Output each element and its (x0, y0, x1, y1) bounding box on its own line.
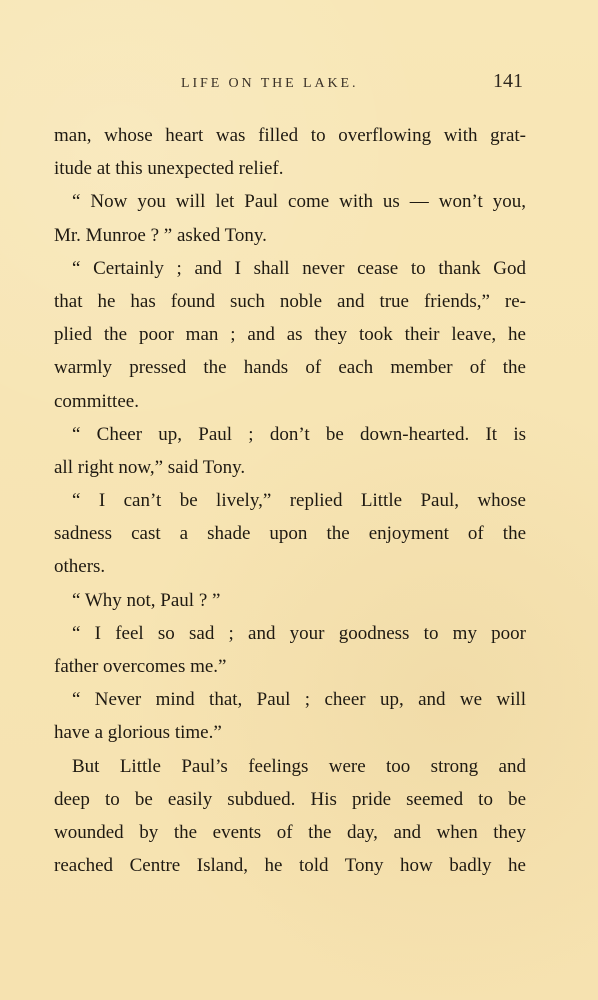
text-line-9: committee. (54, 390, 139, 412)
page-header (0, 72, 598, 100)
body-text (54, 119, 526, 882)
text-line-1: man, whose heart was filled to overflowing with grat- (54, 125, 526, 146)
text-line-22: wounded by the events of the day, and when they (54, 821, 526, 843)
page-number: 141 (493, 70, 523, 92)
text-line-17: father overcomes me.” (54, 656, 227, 677)
text-line-19: have a glorious time.” (54, 722, 222, 744)
text-line-13: sadness cast a shade upon the enjoyment of the (54, 523, 526, 545)
text-line-8: warmly pressed the hands of each member of the (54, 357, 526, 379)
text-line-7: plied the poor man ; and as they took their leave, he (54, 324, 526, 346)
text-line-4: Mr. Munroe ? ” asked Tony. (54, 224, 267, 246)
text-line-15: “ Why not, Paul ? ” (72, 589, 221, 611)
text-line-12: “ I can’t be lively,” replied Little Paul, whose (72, 490, 526, 512)
text-line-3: “ Now you will let Paul come with us — won’t you, (72, 191, 526, 213)
text-line-11: all right now,” said Tony. (54, 456, 246, 478)
text-line-20: But Little Paul’s feelings were too strong and (72, 755, 526, 777)
text-line-2: itude at this unexpected relief. (54, 158, 284, 180)
text-line-5: “ Certainly ; and I shall never cease to thank God (72, 257, 526, 279)
text-line-6: that he has found such noble and true friends,” re- (54, 290, 526, 312)
text-line-23: reached Centre Island, he told Tony how badly he (54, 855, 526, 877)
text-line-21: deep to be easily subdued. His pride seemed to be (54, 788, 526, 810)
text-line-18: “ Never mind that, Paul ; cheer up, and we will (72, 689, 526, 711)
text-line-14: others. (54, 556, 106, 578)
running-head: LIFE ON THE LAKE. (181, 76, 359, 91)
text-line-16: “ I feel so sad ; and your goodness to my poor (72, 622, 526, 644)
text-line-10: “ Cheer up, Paul ; don’t be down-hearted. It is (72, 423, 526, 445)
